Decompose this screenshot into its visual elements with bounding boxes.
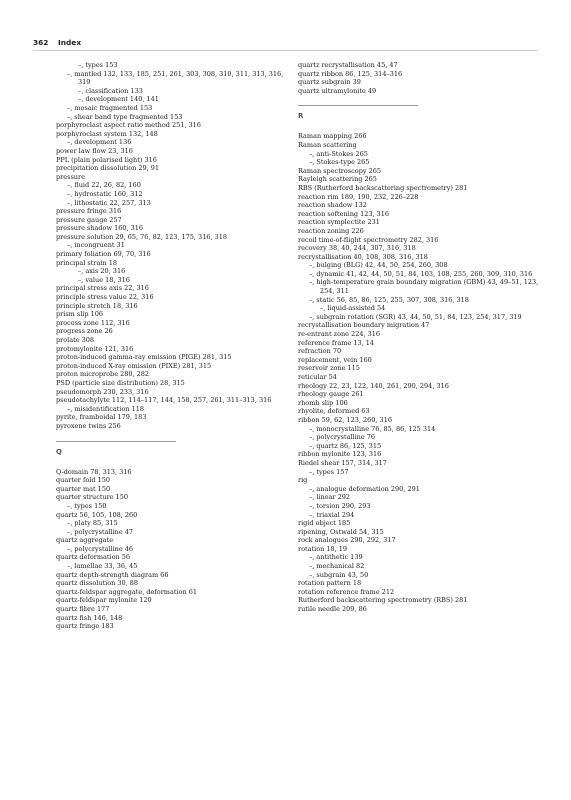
index-entry: rhomb slip 106 (298, 398, 348, 407)
index-subentry: –, torsion 290, 293 (309, 501, 371, 510)
index-entry: PSD (particle size distribution) 28, 315 (56, 378, 185, 387)
index-subentry: –, types 157 (309, 467, 349, 476)
index-entry: principal stress axis 22, 316 (56, 284, 149, 293)
index-subentry: –, misidentification 118 (67, 404, 145, 413)
index-entry: rock analogues 290, 292, 317 (298, 536, 396, 545)
index-entry: pressure fringe 316 (56, 207, 122, 216)
index-entry: replacement, vein 160 (298, 355, 372, 364)
index-entry: reservoir zone 115 (298, 364, 360, 373)
index-entry: protomylonite 121, 316 (56, 344, 134, 353)
index-entry: rotation 18, 19 (298, 544, 348, 553)
index-entry: quarter fold 150 (56, 476, 110, 485)
index-entry: principle stress value 22, 316 (56, 293, 154, 302)
index-entry: recovery 38, 40, 244, 307, 316, 318 (298, 244, 416, 253)
index-entry: refraction 70 (298, 347, 342, 356)
index-subentry: –, polycrystalline 47 (67, 527, 134, 536)
index-subentry: –, mantled 132, 133, 185, 251, 261, 303, 308, 310, 311, 313, 316, 319 (67, 69, 284, 87)
index-column-right (298, 61, 548, 614)
index-entry: principle stretch 18, 316 (56, 301, 138, 310)
index-entry: reaction symplectite 231 (298, 218, 380, 227)
index-entry: recrystallisation 40, 108, 308, 316, 318 (298, 252, 428, 261)
index-entry: reticular 54 (298, 373, 337, 381)
index-entry: quartz-feldspar aggregate, deformation 61 (56, 587, 197, 596)
index-subentry: –, types 150 (67, 501, 107, 510)
index-entry: Rutherford backscattering spectrometry (RBS) 281 (298, 596, 468, 605)
index-subentry: –, liquid-assisted 54 (320, 304, 386, 313)
index-subentry: –, linear 292 (309, 493, 351, 502)
index-entry: rotation reference frame 212 (298, 587, 395, 596)
running-header (33, 36, 538, 51)
index-entry: pressure shadow 160, 316 (56, 224, 144, 233)
index-entry: quartz depth-strength diagram 66 (56, 570, 169, 579)
index-entry: quartz recrystallisation 45, 47 (298, 61, 398, 69)
index-entry: primary foliation 69, 70, 316 (56, 250, 151, 259)
index-subentry: –, shear band type fragmented 153 (67, 112, 183, 121)
index-entry: reaction softening 123, 316 (298, 209, 390, 218)
index-subentry: –, incongruent 31 (67, 241, 125, 250)
index-entry: porphyroclast system 132, 148 (56, 129, 158, 138)
index-entry: quartz fringe 183 (56, 622, 114, 631)
index-column-left (56, 61, 294, 631)
index-subentry: –, lamellae 33, 36, 45 (67, 562, 138, 571)
index-subentry: –, hydrostatic 160, 312 (67, 189, 143, 198)
index-entry: quartz dissolution 30, 88 (56, 579, 139, 588)
index-entry: precipitation dissolution 29, 91 (56, 164, 160, 173)
index-entry: power law flow 23, 316 (56, 146, 133, 155)
index-entry: recrystallisation boundary migration 47 (298, 321, 430, 330)
index-subentry: –, development 140, 141 (78, 95, 159, 104)
index-entry: proton-induced X-ray emission (PIXE) 281, 315 (56, 361, 212, 370)
index-subentry: –, bulging (BLG) 42, 44, 50, 254, 260, 308 (309, 261, 448, 270)
index-entry: rheology 22, 23, 122, 140, 261, 290, 294, 316 (298, 381, 449, 390)
index-subentry: –, polycrystalline 46 (67, 544, 134, 553)
running-title: Index (58, 38, 82, 47)
index-entry: pressure solution 29, 65, 76, 82, 123, 175, 316, 318 (56, 232, 227, 241)
index-subentry: –, high-temperature grain boundary migration (GBM) 43, 49–51, 123, 254, 311 (309, 278, 539, 296)
index-entry: reaction rim 189, 190, 232, 226–228 (298, 192, 419, 201)
index-entry: rheology gauge 261 (298, 390, 364, 399)
index-entry: quartz ultramylonite 49 (298, 86, 377, 95)
index-entry: reference frame 13, 14 (298, 338, 375, 347)
index-entry: Riedel shear 157, 314, 317 (298, 458, 387, 467)
index-entry: rotation pattern 18 (298, 579, 362, 588)
index-subentry: –, mechanical 82 (309, 562, 365, 571)
index-entry: principal strain 18 (56, 258, 117, 267)
index-entry: rigid object 185 (298, 519, 351, 528)
index-entry: pseudotachylyte 112, 114–117, 144, 158, 257, 261, 311–313, 316 (56, 396, 272, 405)
index-entry: process zone 112, 316 (56, 318, 130, 327)
index-entry: ribbon 59, 62, 123, 260, 316 (298, 415, 392, 424)
index-entry: quarter structure 150 (56, 493, 129, 502)
index-entry: progress zone 26 (56, 327, 113, 336)
index-subentry: –, polycrystalline 76 (309, 433, 376, 442)
index-entry: quarter mat 150 (56, 484, 111, 493)
index-subentry: –, lithostatic 22, 257, 313 (67, 198, 151, 207)
index-entry: re-entrant zone 224, 316 (298, 330, 381, 339)
index-entry: PPL (plain polarised light) 316 (56, 155, 157, 164)
index-entry: quartz ribbon 86, 125, 314–316 (298, 69, 403, 78)
index-subentry: –, types 153 (78, 61, 118, 69)
index-subentry: –, quartz 86, 125, 315 (309, 441, 382, 450)
index-entry: reaction zoning 226 (298, 226, 364, 235)
index-entry: prolate 308 (56, 336, 95, 344)
page-number: 362 (33, 38, 49, 47)
index-entry: RBS (Rutherford backscattering spectrometry) 281 (298, 183, 468, 192)
index-entry: pressure gauge 257 (56, 215, 122, 224)
index-entry: pressure (56, 172, 85, 181)
index-subentry: –, monocrystalline 76, 85, 86, 125 314 (309, 424, 436, 433)
index-entry: porphyroclast aspect ratio method 251, 316 (56, 121, 201, 130)
index-subentry: –, fluid 22, 26, 82, 160 (67, 181, 141, 190)
index-entry: prism slip 106 (56, 310, 104, 319)
index-subentry: –, value 18, 316 (78, 275, 130, 284)
index-entry: Raman mapping 266 (298, 132, 367, 141)
index-subentry: –, mosaic fragmented 153 (67, 103, 153, 112)
index-entry: pyroxene twins 256 (56, 421, 121, 430)
index-entry: Q-domain 78, 313, 316 (56, 467, 132, 476)
index-subentry: –, dynamic 41, 42, 44, 50, 51, 84, 103, 108, 255, 260, 309, 310, 316 (309, 269, 533, 278)
index-entry: Raman spectroscopy 265 (298, 166, 382, 175)
index-subentry: –, axis 20, 316 (78, 267, 126, 276)
index-subentry: –, static 56, 85, 86, 125, 255, 307, 308, 316, 318 (309, 295, 469, 304)
index-subentry: –, triaxial 294 (309, 510, 355, 519)
index-entry: ribbon mylonite 123, 316 (298, 450, 382, 459)
index-entry: quartz deformation 56 (56, 553, 131, 562)
section-letter-heading: Q (56, 441, 176, 456)
index-subentry: –, analogue deformation 290, 291 (309, 484, 420, 493)
index-entry: rhyolite, deformed 63 (298, 407, 370, 416)
index-entry: pseudomorph 230, 233, 316 (56, 387, 149, 396)
index-subentry: –, subgrain rotation (SGR) 43, 44, 50, 51, 84, 123, 254, 317, 319 (309, 312, 522, 321)
index-entry: proton microprobe 280, 282 (56, 370, 150, 379)
index-entry: quartz 56, 105, 108, 260 (56, 510, 138, 519)
index-entry: rig (298, 476, 308, 485)
index-subentry: –, development 136 (67, 138, 132, 147)
index-subentry: –, subgrain 43, 50 (309, 570, 369, 579)
index-entry: ripening, Ostwald 54, 315 (298, 527, 384, 536)
index-entry: quartz fibre 177 (56, 605, 110, 614)
index-subentry: –, platy 85, 315 (67, 519, 118, 528)
section-letter-heading: R (298, 105, 418, 120)
index-entry: Rayleigh scattering 265 (298, 175, 377, 184)
index-entry: recoil time-of-flight spectrometry 282, 316 (298, 235, 439, 244)
index-subentry: –, Stokes-type 265 (309, 158, 370, 167)
index-entry: pyrite, framboidal 179, 183 (56, 413, 147, 422)
index-entry: quartz subgrain 39 (298, 78, 361, 87)
index-entry: quartz fish 146, 148 (56, 613, 123, 622)
index-subentry: –, antithetic 139 (309, 553, 363, 562)
index-entry: rutile needle 209, 86 (298, 605, 367, 614)
index-entry: reaction shadow 132 (298, 201, 367, 210)
index-entry: quartz-feldspar mylonite 120 (56, 596, 152, 605)
index-entry: proton-induced gamma-ray emission (PIGE) 281, 315 (56, 353, 232, 362)
index-entry: Raman scattering (298, 140, 357, 149)
index-subentry: –, anti-Stokes 265 (309, 149, 368, 158)
index-subentry: –, classification 133 (78, 86, 143, 95)
index-entry: quartz aggregate (56, 536, 114, 545)
